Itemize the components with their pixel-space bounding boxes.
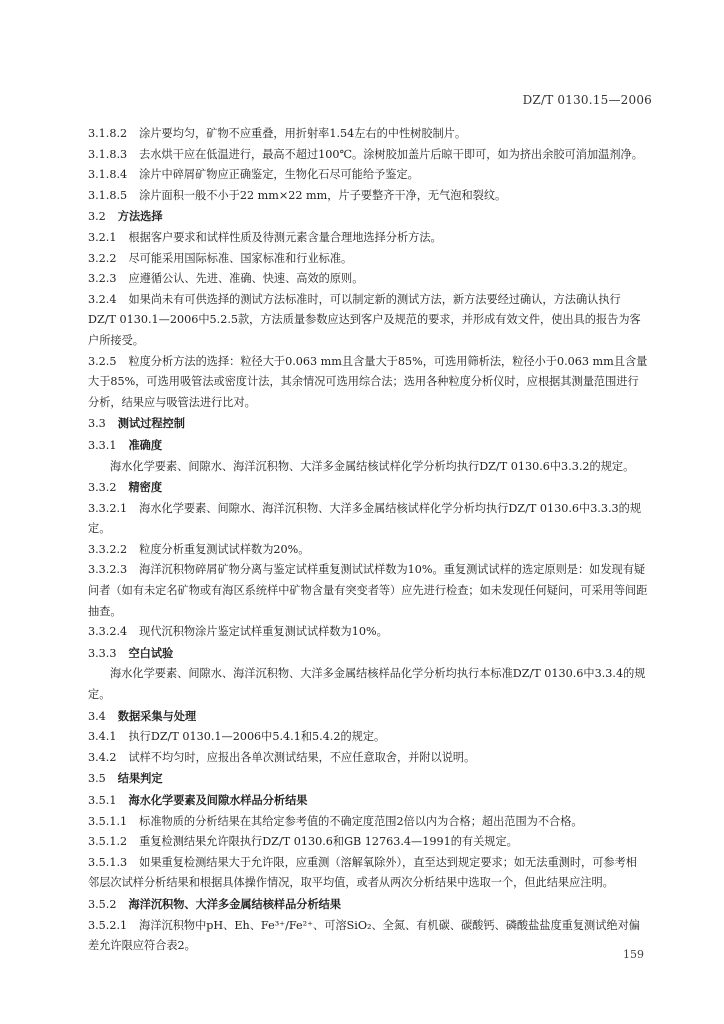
section-heading xyxy=(88,413,648,435)
paragraph xyxy=(88,186,648,207)
paragraph xyxy=(88,560,648,622)
section-number: 3.3.2.1 xyxy=(88,501,128,515)
paragraph-text: 试样不均匀时，应报出各单次测试结果，不应任意取舍，并附以说明。 xyxy=(128,750,476,764)
paragraph-text: 涂片中碎屑矿物应正确鉴定，生物化石尽可能给予鉴定。 xyxy=(139,168,419,182)
paragraph-text: 涂片面积一般不小于22 mm×22 mm，片子要整齐干净，无气泡和裂纹。 xyxy=(139,188,507,202)
paragraph xyxy=(88,352,648,414)
paragraph-text: 标准物质的分析结果在其给定参考值的不确定度范围2倍以内为合格；超出范围为不合格。 xyxy=(139,814,583,828)
document-body xyxy=(88,124,648,957)
paragraph-text: 根据客户要求和试样性质及待测元素含量合理地选择分析方法。 xyxy=(128,230,442,244)
paragraph-text: 粒度分析方法的选择：粒径大于0.063 mm且含量大于85%，可选用筛析法，粒径小于0.063 mm且含量大于85%，可选用吸管法或密度计法，其余情况可选用综合法；选用各种粒度分析仪时，应根据其测量范围进行分析，结果应与吸管法进行比对。 xyxy=(88,354,648,409)
section-number: 3.2.1 xyxy=(88,230,117,244)
section-number: 3.4 xyxy=(88,709,106,723)
paragraph-text: 尽可能采用国际标准、国家标准和行业标准。 xyxy=(128,251,353,265)
section-number: 3.5.1.3 xyxy=(88,855,128,869)
paragraph xyxy=(88,812,648,833)
paragraph-text: 如果尚未有可供选择的测试方法标准时，可以制定新的测试方法，新方法要经过确认，方法确认执行DZ/T 0130.1—2006中5.2.5款，方法质量参数应达到客户及规范的要求，并形成有效文件，使出具的报告为客户所接受。 xyxy=(88,292,641,347)
paragraph xyxy=(88,832,648,853)
section-number: 3.1.8.5 xyxy=(88,188,128,202)
section-number: 3.1.8.2 xyxy=(88,127,128,140)
paragraph-text: 海水化学要素、间隙水、海洋沉积物、大洋多金属结核试样化学分析均执行DZ/T 0130.6中3.3.3的规定。 xyxy=(88,501,642,536)
section-number: 3.2.3 xyxy=(88,272,117,286)
paragraph xyxy=(88,249,648,270)
paragraph xyxy=(88,622,648,643)
heading-text: 结果判定 xyxy=(117,771,163,786)
paragraph-text: 涂片要均匀，矿物不应重叠，用折射率1.54左右的中性树胶制片。 xyxy=(139,127,467,140)
section-number: 3.5.1.1 xyxy=(88,814,128,828)
paragraph xyxy=(88,664,648,705)
paragraph-text: 海洋沉积物中pH、Eh、Fe³⁺/Fe²⁺、可溶SiO₂、全氮、有机碳、碳酸钙、磷酸盐盐度重复测试绝对偏差允许限应符合表2。 xyxy=(88,918,640,953)
section-number: 3.2.4 xyxy=(88,292,117,306)
paragraph-text: 粒度分析重复测试试样数为20%。 xyxy=(139,542,310,556)
paragraph-text: 海水化学要素、间隙水、海洋沉积物、大洋多金属结核样品化学分析均执行本标准DZ/T 0130.6中3.3.4的规定。 xyxy=(88,667,646,702)
heading-text: 准确度 xyxy=(128,437,163,452)
paragraph xyxy=(88,145,648,166)
section-number: 3.3.2.3 xyxy=(88,563,128,577)
section-number: 3.3 xyxy=(88,417,106,431)
section-heading xyxy=(88,706,648,728)
section-heading xyxy=(88,790,648,812)
section-number: 3.3.2 xyxy=(88,481,117,495)
paragraph-text: 执行DZ/T 0130.1—2006中5.4.1和5.4.2的规定。 xyxy=(128,730,386,744)
paragraph xyxy=(88,124,648,145)
section-number: 3.2 xyxy=(88,210,106,224)
paragraph xyxy=(88,853,648,894)
section-number: 3.5 xyxy=(88,772,106,786)
section-number: 3.5.1.2 xyxy=(88,835,128,849)
section-number: 3.4.2 xyxy=(88,750,117,764)
paragraph xyxy=(88,269,648,290)
paragraph xyxy=(88,748,648,769)
section-number: 3.5.1 xyxy=(88,794,117,807)
paragraph-text: 现代沉积物涂片鉴定试样重复测试试样数为10%。 xyxy=(139,625,388,639)
section-heading xyxy=(88,435,648,457)
section-number: 3.3.2.2 xyxy=(88,542,128,556)
section-number: 3.1.8.4 xyxy=(88,168,128,182)
paragraph xyxy=(88,499,648,540)
section-number: 3.4.1 xyxy=(88,730,117,744)
paragraph xyxy=(88,457,648,478)
paragraph-text: 去水烘干应在低温进行，最高不超过100℃。涂树胶加盖片后晾干即可，如为挤出余胶可消加温剂净。 xyxy=(139,147,643,161)
paragraph xyxy=(88,165,648,186)
paragraph xyxy=(88,290,648,352)
heading-text: 数据采集与处理 xyxy=(117,708,197,723)
section-number: 3.3.3 xyxy=(88,646,117,660)
paragraph-text: 重复检测结果允许限执行DZ/T 0130.6和GB 12763.4—1991的有关规定。 xyxy=(139,835,518,849)
paragraph-text: 如果重复检测结果大于允许限，应重测（溶解氧除外），直至达到规定要求；如无法重测时，可参考相邻层次试样分析结果和根据具体操作情况，取平均值，或者从两次分析结果中选取一个，但此结果应注明。 xyxy=(88,855,637,890)
section-number: 3.3.1 xyxy=(88,438,117,452)
section-heading xyxy=(88,768,648,790)
section-heading xyxy=(88,206,648,228)
section-number: 3.2.2 xyxy=(88,251,117,265)
heading-text: 方法选择 xyxy=(117,209,163,224)
paragraph xyxy=(88,540,648,561)
section-heading xyxy=(88,643,648,665)
section-number: 3.5.2 xyxy=(88,897,117,911)
paragraph xyxy=(88,916,648,957)
paragraph-text: 应遵循公认、先进、准确、快速、高效的原则。 xyxy=(128,272,364,286)
heading-text: 海洋沉积物、大洋多金属结核样品分析结果 xyxy=(128,896,342,911)
section-number: 3.2.5 xyxy=(88,354,117,368)
section-heading xyxy=(88,477,648,499)
section-number: 3.1.8.3 xyxy=(88,147,128,161)
paragraph xyxy=(88,228,648,249)
doc-number-header: DZ/T 0130.15—2006 xyxy=(522,93,652,107)
heading-text: 测试过程控制 xyxy=(117,416,185,431)
paragraph-text: 海水化学要素、间隙水、海洋沉积物、大洋多金属结核试样化学分析均执行DZ/T 0130.6中3.3.2的规定。 xyxy=(110,459,635,473)
section-number: 3.5.2.1 xyxy=(88,918,128,932)
section-heading xyxy=(88,894,648,916)
section-number: 3.3.2.4 xyxy=(88,625,128,639)
page-number: 159 xyxy=(623,948,644,961)
heading-text: 空白试验 xyxy=(128,645,174,660)
paragraph-text: 海洋沉积物碎屑矿物分离与鉴定试样重复测试试样数为10%。重复测试试样的选定原则是：如发现有疑问者（如有未定名矿物或有海区系统样中矿物含量有突变者等）应先进行检查；如未发现任何疑问，可采用等间距抽查。 xyxy=(88,563,648,618)
paragraph xyxy=(88,727,648,748)
heading-text: 精密度 xyxy=(128,480,163,495)
heading-text: 海水化学要素及间隙水样品分析结果 xyxy=(128,793,308,807)
